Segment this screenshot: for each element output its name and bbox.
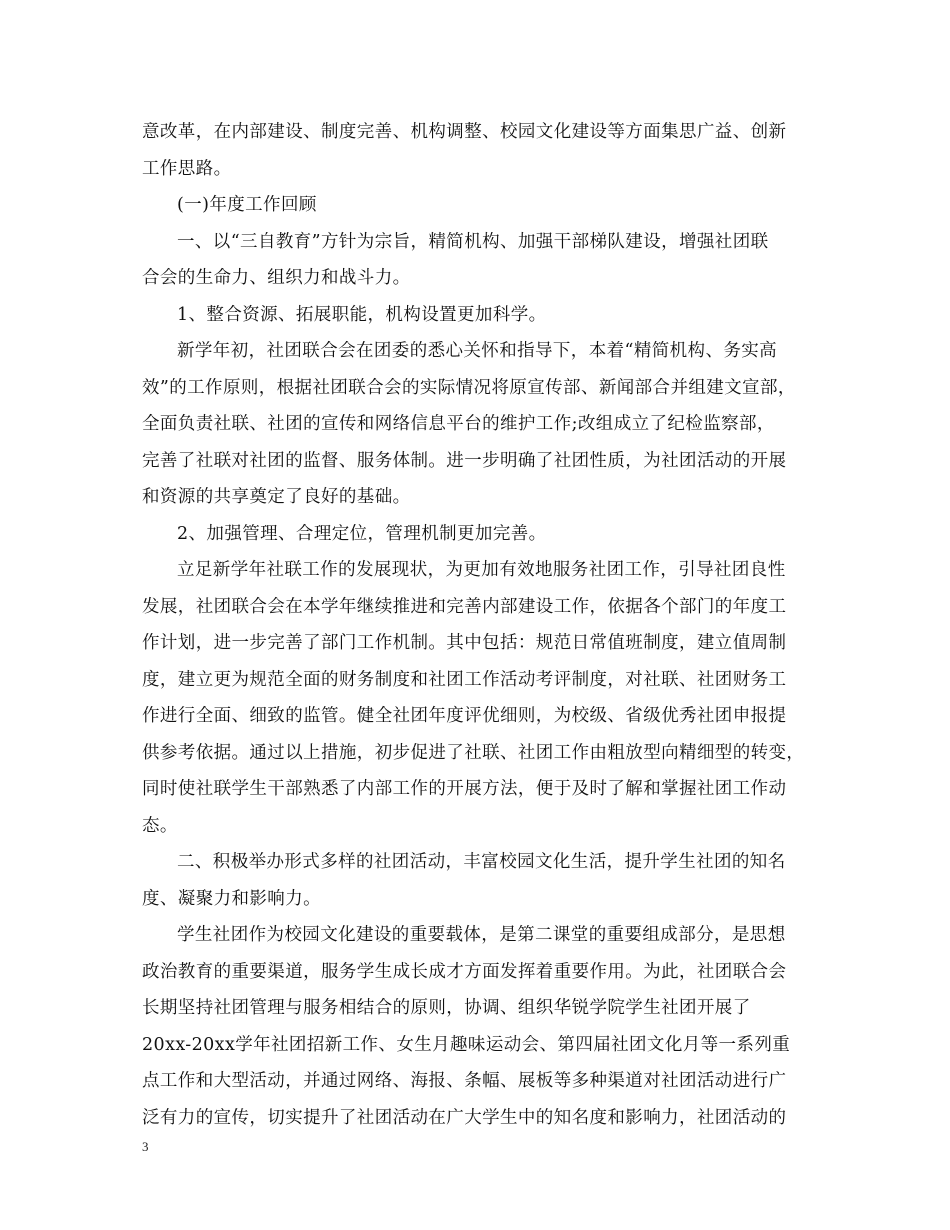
text-line: 度、凝聚力和影响力。 [142,888,321,909]
text-line: 全面负责社联、社团的宣传和网络信息平台的维护工作;改组成立了纪检监察部， [142,414,775,434]
text-line: 泛有力的宣传，切实提升了社团活动在广大学生中的知名度和影响力，社团活动的 [142,1107,787,1128]
text-line: 立足新学年社联工作的发展现状，为更加有效地服务社团工作，引导社团良性 [177,560,786,580]
text-line: 二、积极举办形式多样的社团活动，丰富校园文化生活，提升学生社团的知名 [177,852,786,872]
text-line: 1、整合资源、拓展职能，机构设置更加科学。 [177,304,547,325]
text-line: 态。 [142,815,178,836]
text-line: 完善了社联对社团的监督、服务体制。进一步明确了社团性质，为社团活动的开展 [142,450,787,471]
text-line: 20xx-20xx学年社团招新工作、女生月趣味运动会、第四届社团文化月等一系列重 [142,1034,791,1055]
text-line: 点工作和大型活动，并通过网络、海报、条幅、展板等多种渠道对社团活动进行广 [142,1071,787,1091]
text-line: 作计划，进一步完善了部门工作机制。其中包括：规范日常值班制度，建立值周制 [142,633,787,653]
text-line: 作进行全面、细致的监管。健全社团年度评优细则，为校级、省级优秀社团申报提 [142,706,787,726]
text-line: 和资源的共享奠定了良好的基础。 [142,487,411,507]
text-line: 学生社团作为校园文化建设的重要载体，是第二课堂的重要组成部分，是思想 [177,925,786,945]
document-body [142,114,824,1136]
text-line: 意改革，在内部建设、制度完善、机构调整、校园文化建设等方面集思广益、创新 [142,122,787,142]
text-line: 同时使社联学生干部熟悉了内部工作的开展方法，便于及时了解和掌握社团工作动 [142,779,787,799]
text-line: 长期坚持社团管理与服务相结合的原则，协调、组织华锐学院学生社团开展了 [142,998,751,1018]
text-line: 新学年初，社团联合会在团委的悉心关怀和指导下，本着“精简机构、务实高 [177,341,778,361]
text-line: 效”的工作原则，根据社团联合会的实际情况将原宣传部、新闻部合并组建文宣部， [142,377,796,398]
text-line: 发展，社团联合会在本学年继续推进和完善内部建设工作，依据各个部门的年度工 [142,596,787,617]
text-line: 政治教育的重要渠道，服务学生成长成才方面发挥着重要作用。为此，社团联合会 [142,961,787,982]
text-line: 一、以“三自教育”方针为宗旨，精简机构、加强干部梯队建设，增强社团联 [177,231,769,252]
text-line: 工作思路。 [142,158,232,179]
text-line: 度，建立更为规范全面的财务制度和社团工作活动考评制度，对社联、社团财务工 [142,669,787,690]
page-number: 3 [142,1139,149,1154]
text-line: 供参考依据。通过以上措施，初步促进了社联、社团工作由粗放型向精细型的转变， [142,742,805,763]
text-line: (一)年度工作回顾 [177,195,317,215]
text-line: 合会的生命力、组织力和战斗力。 [142,268,411,288]
text-line: 2、加强管理、合理定位，管理机制更加完善。 [177,523,547,544]
